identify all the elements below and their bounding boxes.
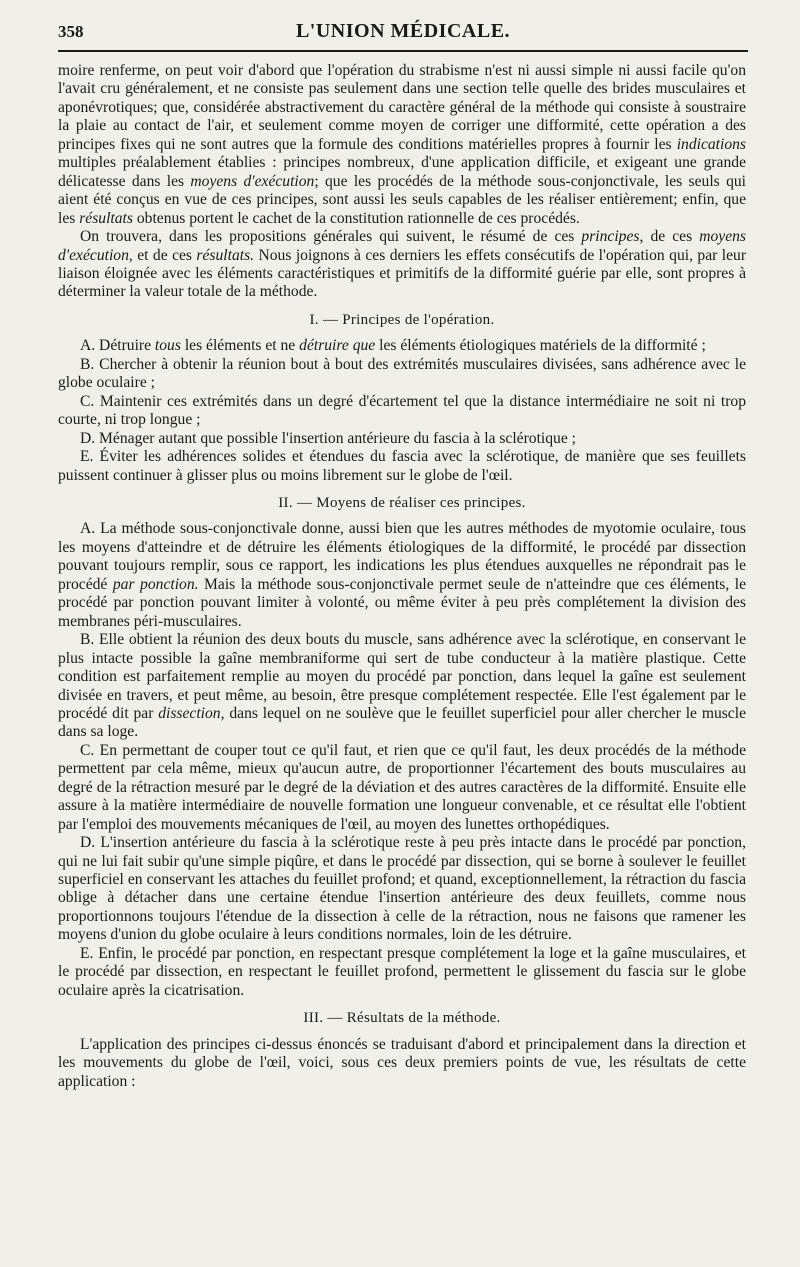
intro-paragraph-2: On trouvera, dans les propositions générales qui suivent, le résumé de ces principes, de ces moyens d'exécution, et de ces résultats. Nous joignons à ces derniers les effets consécutifs de l'opération qui, par leur liaison éloignée avec les éléments caractéristiques et primitifs de la difformité guérie par elle, sont propres à déterminer la valeur totale de la méthode. xyxy=(58,228,747,301)
results-paragraph: L'application des principes ci-dessus énoncés se traduisant d'abord et principalement dans la direction et les mouvements du globe de l'œil, voici, sous ces deux premiers points de vue, les résultats de cette application : xyxy=(58,1035,746,1090)
principle-e: E. Éviter les adhérences solides et étendues du fascia avec la sclérotique, de manière que ses feuillets puissent continuer à glisser plus ou moins librement sur le globe de l'œil. xyxy=(58,448,746,484)
means-e: E. Enfin, le procédé par ponction, en respectant presque complétement la loge et la gaîne musculaires, et le procédé par dissection, en respectant le feuillet profond, permettent le glissement du fascia sur le globe oculaire après la cicatrisation. xyxy=(58,944,746,999)
means-c: C. En permettant de couper tout ce qu'il faut, et rien que ce qu'il faut, les deux procédés de la méthode permettent par cela même, mieux qu'aucun autre, de proportionner l'écartement des bouts musculaires au degré de la rétraction mesuré par le degré de la déviation et des autres caractères de la difformité. Ensuite elle assure à la matière intermédiaire de nouvelle formation une longueur convenable, et ce résultat elle l'obtient par l'emploi des mouvements mécaniques de l'œil, au moyen des lunettes orthopédiques. xyxy=(58,741,746,833)
page-header xyxy=(58,20,748,46)
principle-d: D. Ménager autant que possible l'insertion antérieure du fascia à la sclérotique ; xyxy=(80,429,577,447)
intro-paragraph-1: moire renferme, on peut voir d'abord que l'opération du strabisme n'est ni aussi simple ni aussi facile qu'on l'avait cru généralement, et ne consiste pas seulement dans une section telle quelle des brides musculaires et aponévrotiques; que, considérée abstractivement du caractère général de la méthode qui consiste à soustraire la plaie au contact de l'air, et seulement comme moyen de corriger une difformité, cette opération a des principes fixes qui ne sont autres que la formule des conditions matérielles propres à fournir les indications multiples préalablement établies : principes nombreux, d'une application difficile, et exigeant une grande délicatesse dans les moyens d'exécution; que les procédés de la méthode sous-conjonctivale, les seuls qui aient été conçus en vue de ces principes, sont aussi les seuls capables de les réaliser entièrement; enfin, que les résultats obtenus portent le cachet de la constitution rationnelle de ces procédés. xyxy=(58,62,746,227)
journal-title: L'UNION MÉDICALE. xyxy=(295,20,511,42)
section-heading-results: III. — Résultats de la méthode. xyxy=(303,1010,501,1027)
page-number: 358 xyxy=(58,22,84,41)
header-rule xyxy=(58,50,748,52)
section-heading-principles: I. — Principes de l'opération. xyxy=(309,311,495,328)
article-body xyxy=(58,62,746,1091)
means-a: A. La méthode sous-conjonctivale donne, aussi bien que les autres méthodes de myotomie oculaire, tous les moyens d'atteindre et de détruire les éléments étiologiques de la difformité, le procédé par dissection pouvant toujours remplir, sous ce rapport, les indications les plus étendues auxquelles ne répondrait pas le procédé par ponction. Mais la méthode sous-conjonctivale permet seule de n'atteindre que ces éléments, le procédé par ponction pouvant limiter à volonté, ou même éviter à peu près complétement la division des membranes péri-musculaires. xyxy=(58,520,746,630)
principle-c: C. Maintenir ces extrémités dans un degré d'écartement tel que la distance intermédiaire ne soit ni trop courte, ni trop longue ; xyxy=(58,392,746,429)
means-d: D. L'insertion antérieure du fascia à la sclérotique reste à peu près intacte dans le procédé par ponction, qui ne lui fait subir qu'une simple piqûre, et dans le procédé par dissection, qui se borne à soulever le feuillet superficiel en conservant les attaches du feuillet profond; et quand, exceptionnellement, la rétraction du fascia oblige à détacher dans une certaine étendue l'insertion antérieure des deux feuillets, comme nous proportionnons toujours l'étendue de la dissection à celle de la rétraction, nous ne faisons que ramener les moyens d'union du globe oculaire à leurs conditions normales, loin de les détruire. xyxy=(58,834,746,944)
principle-b: B. Chercher à obtenir la réunion bout à bout des extrémités musculaires divisées, sans adhérence avec le globe oculaire ; xyxy=(58,355,746,392)
means-b: B. Elle obtient la réunion des deux bouts du muscle, sans adhérence avec la sclérotique, en conservant le plus intacte possible la gaîne membraniforme qui sert de tube conducteur à la matière plastique. Cette condition est parfaitement remplie au moyen du procédé par ponction, dans lequel la gaîne est seulement divisée en travers, et peut même, au besoin, être presque complétement respectée. Elle l'est également par le procédé dit par dissection, dans lequel on ne soulève que le feuillet superficiel pour aller chercher le muscle dans sa loge. xyxy=(58,631,746,741)
section-heading-means: II. — Moyens de réaliser ces principes. xyxy=(278,494,526,511)
principle-a: A. Détruire tous les éléments et ne détruire que les éléments étiologiques matériels de la difformité ; xyxy=(80,337,706,355)
